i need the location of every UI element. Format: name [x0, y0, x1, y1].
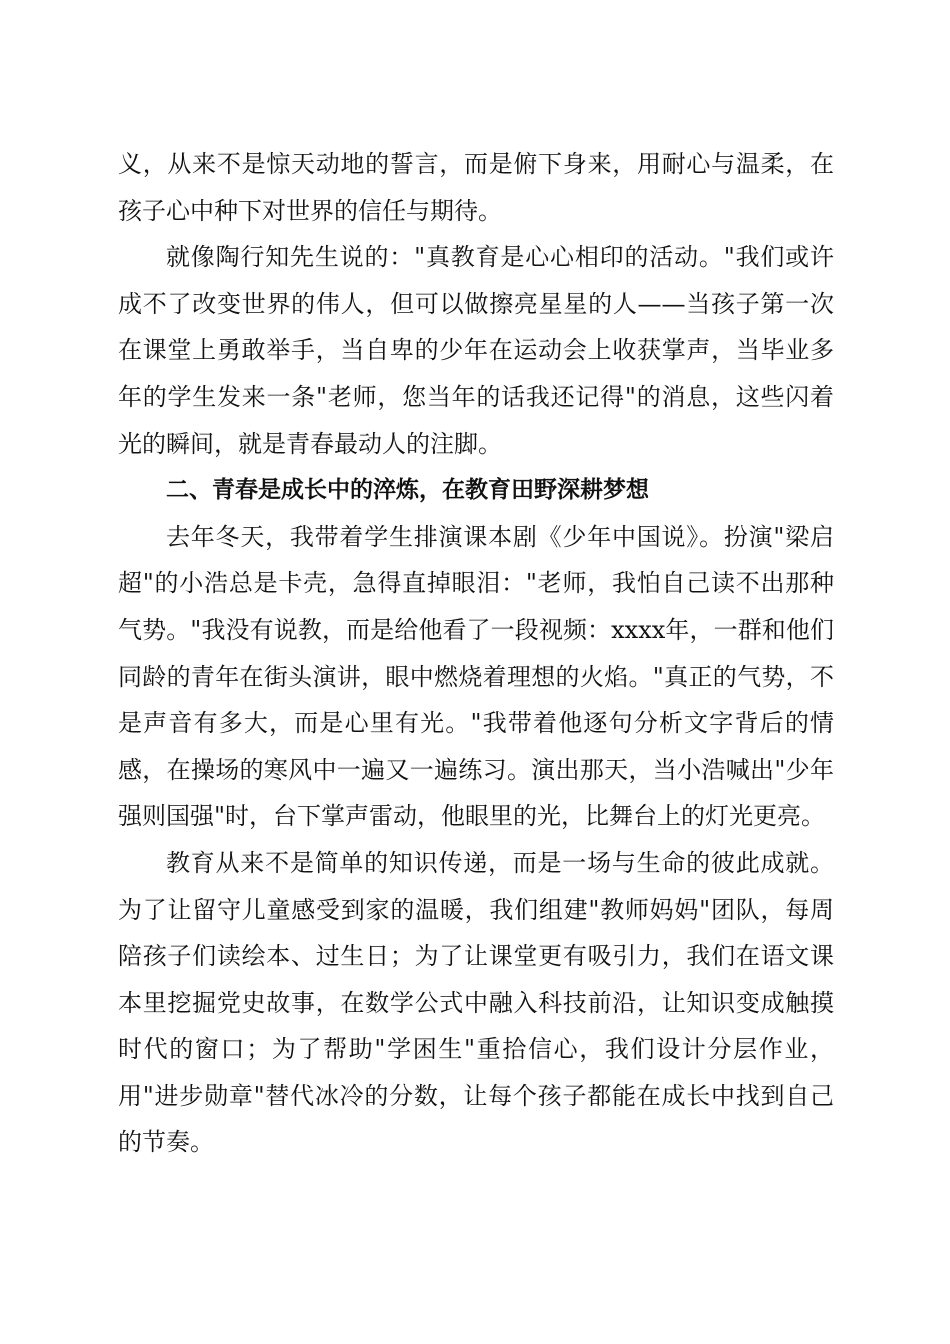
paragraph-education-mutual-growth: 教育从来不是简单的知识传递，而是一场与生命的彼此成就。为了让留守儿童感受到家的温暖，我们组建"教师妈妈"团队，每周陪孩子们读绘本、过生日；为了让课堂更有吸引力，我们在语文课本里挖掘党史故事，在数学公式中融入科技前沿，让知识变成触摸时代的窗口；为了帮助"学困生"重拾信心，我们设计分层作业，用"进步勋章"替代冰冷的分数，让每个孩子都能在成长中找到自己的节奏。 — [118, 848, 834, 1157]
paragraph-tao-xingzhi-quote: 就像陶行知先生说的："真教育是心心相印的活动。"我们或许成不了改变世界的伟人，但可以做擦亮星星的人——当孩子第一次在课堂上勇敢举手，当自卑的少年在运动会上收获掌声，当毕业多年的学生发来一条"老师，您当年的话我还记得"的消息，这些闪着光的瞬间，就是青春最动人的注脚。 — [118, 243, 834, 458]
paragraph-youth-china-play: 去年冬天，我带着学生排演课本剧《少年中国说》。扮演"梁启超"的小浩总是卡壳，急得直掉眼泪："老师，我怕自己读不出那种气势。"我没有说教，而是给他看了一段视频：xxxx年，一群和他们同龄的青年在街头演讲，眼中燃烧着理想的火焰。"真正的气势，不是声音有多大，而是心里有光。"我带着他逐句分析文字背后的情感，在操场的寒风中一遍又一遍练习。演出那天，当小浩喊出"少年强则国强"时，台下掌声雷动，他眼里的光，比舞台上的灯光更亮。 — [118, 522, 834, 831]
paragraph-continued: 义，从来不是惊天动地的誓言，而是俯下身来，用耐心与温柔，在孩子心中种下对世界的信任与期待。 — [118, 150, 834, 225]
section-heading-two: 二、青春是成长中的淬炼，在教育田野深耕梦想 — [166, 477, 649, 504]
document-body — [118, 141, 834, 1166]
